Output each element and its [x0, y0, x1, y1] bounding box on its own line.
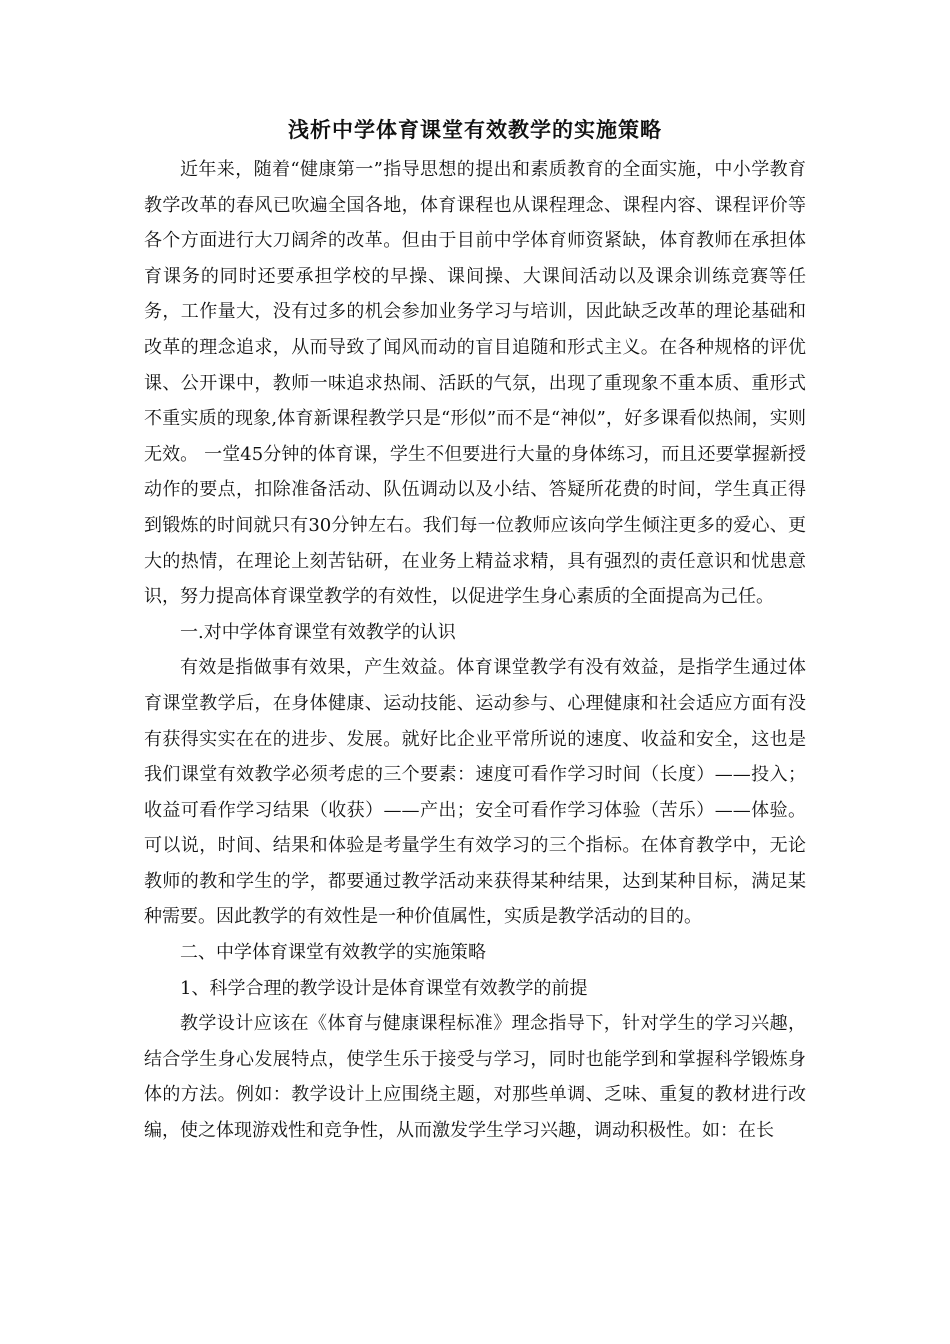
- document-page: [144, 112, 806, 1149]
- subsection-1-paragraph: 教学设计应该在《体育与健康课程标准》理念指导下，针对学生的学习兴趣，结合学生身心发展特点，使学生乐于接受与学习，同时也能学到和掌握科学锻炼身体的方法。例如：教学设计上应围绕主题，对那些单调、乏味、重复的教材进行改编，使之体现游戏性和竞争性，从而激发学生学习兴趣，调动积极性。如：在长: [144, 1013, 806, 1142]
- section-1-heading: 一.对中学体育课堂有效教学的认识: [180, 621, 456, 643]
- subsection-1-heading: 1、科学合理的教学设计是体育课堂有效教学的前提: [180, 977, 588, 999]
- intro-paragraph: 近年来，随着“健康第一”指导思想的提出和素质教育的全面实施，中小学教育教学改革的春风已吹遍全国各地，体育课程也从课程理念、课程内容、课程评价等各个方面进行大刀阔斧的改革。但由于目前中学体育师资紧缺，体育教师在承担体育课务的同时还要承担学校的早操、课间操、大课间活动以及课余训练竞赛等任务，工作量大，没有过多的机会参加业务学习与培训，因此缺乏改革的理论基础和改革的理念追求，从而导致了闻风而动的盲目追随和形式主义。在各种规格的评优课、公开课中，教师一味追求热闹、活跃的气氛，出现了重现象不重本质、重形式不重实质的现象,体育新课程教学只是“形似”而不是“神似”，好多课看似热闹，实则无效。 一堂45分钟的体育课，学生不但要进行大量的身体练习，而且还要掌握新授动作的要点，扣除准备活动、队伍调动以及小结、答疑所花费的时间，学生真正得到锻炼的时间就只有30分钟左右。我们每一位教师应该向学生倾注更多的爱心、更大的热情，在理论上刻苦钻研，在业务上精益求精，具有强烈的责任意识和忧患意识，努力提高体育课堂教学的有效性，以促进学生身心素质的全面提高为己任。: [144, 159, 806, 608]
- section-2-heading: 二、中学体育课堂有效教学的实施策略: [180, 942, 486, 964]
- section-1-paragraph: 有效是指做事有效果，产生效益。体育课堂教学有没有效益，是指学生通过体育课堂教学后，在身体健康、运动技能、运动参与、心理健康和社会适应方面有没有获得实实在在的进步、发展。就好比企业平常所说的速度、收益和安全，这也是我们课堂有效教学必须考虑的三个要素：速度可看作学习时间（长度）——投入；收益可看作学习结果（收获）——产出；安全可看作学习体验（苦乐）——体验。可以说，时间、结果和体验是考量学生有效学习的三个指标。在体育教学中，无论教师的教和学生的学，都要通过教学活动来获得某种结果，达到某种目标，满足某种需要。因此教学的有效性是一种价值属性，实质是教学活动的目的。: [144, 657, 806, 928]
- document-title: 浅析中学体育课堂有效教学的实施策略: [288, 118, 662, 142]
